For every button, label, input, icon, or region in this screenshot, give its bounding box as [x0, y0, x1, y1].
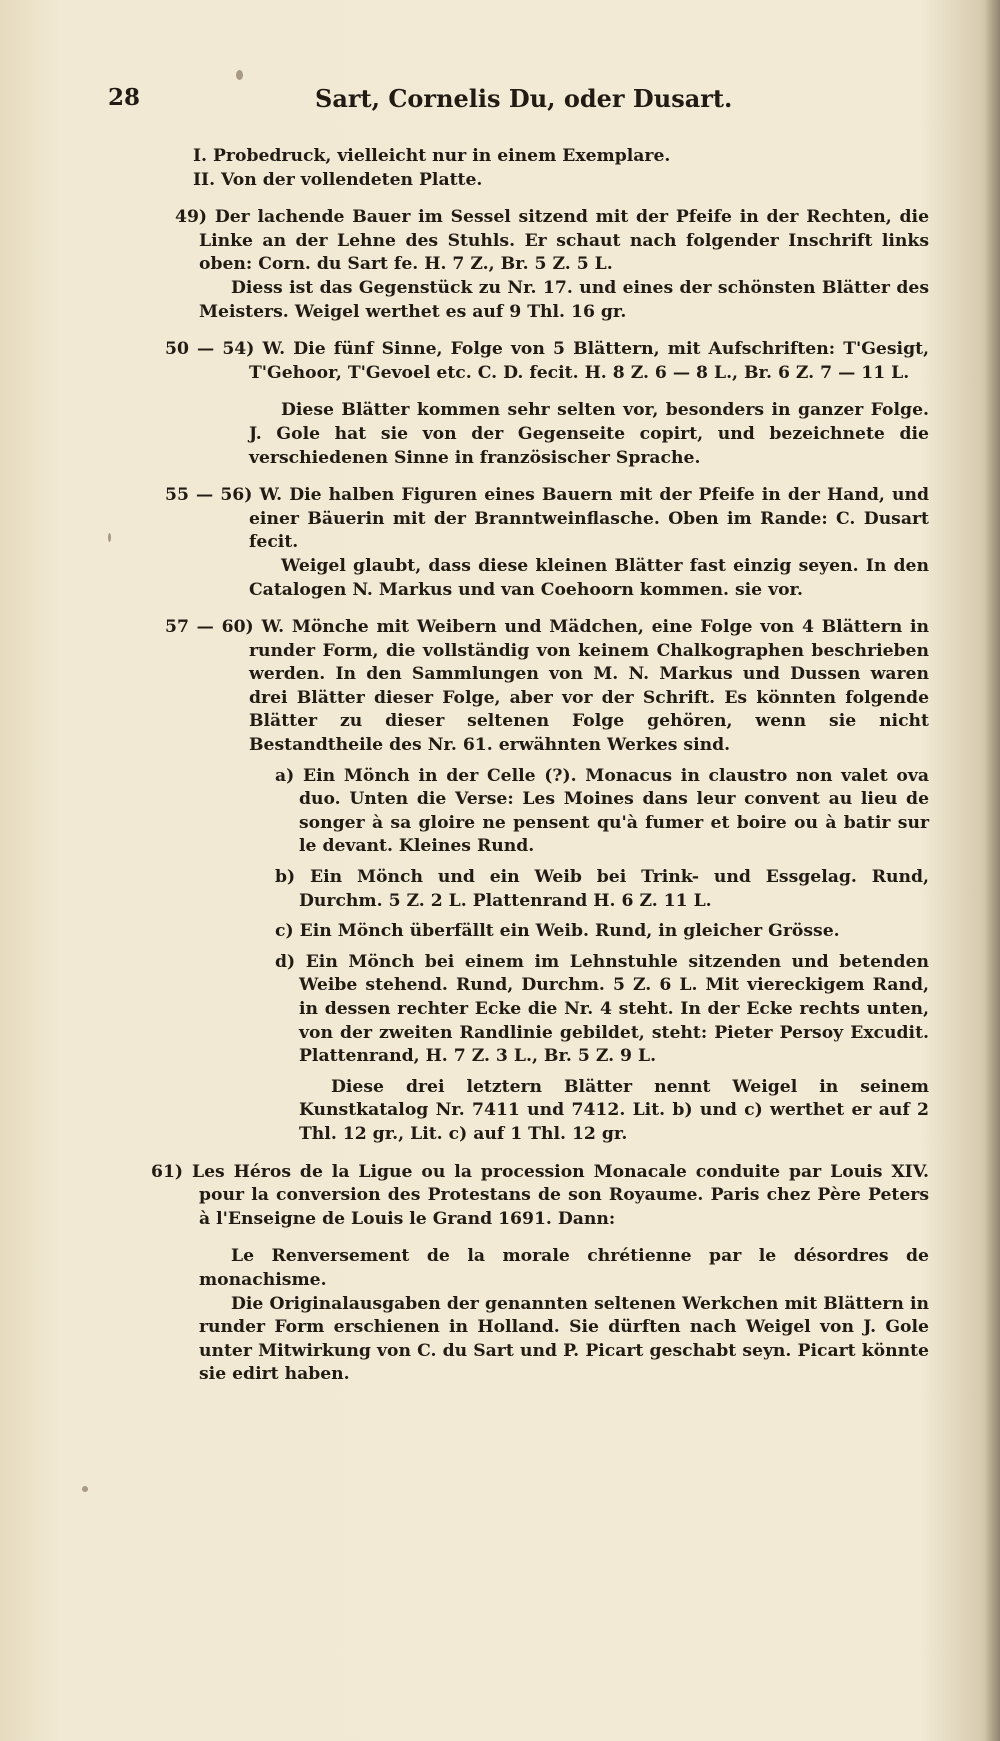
- entry-50-number: 50 — 54): [165, 339, 255, 360]
- entry-55-note: Weigel glaubt, dass diese kleinen Blätter fast einzig seyen. In den Catalogen N. Markus und van Coehoorn kommen. sie vor.: [249, 555, 929, 600]
- entry-49-number: 49): [175, 207, 208, 228]
- page-body: [151, 145, 930, 1387]
- sub-entry-c: [275, 920, 929, 944]
- entry-49-note: Diess ist das Gegenstück zu Nr. 17. und eines der schönsten Blätter des Meisters. Weigel werthet es auf 9 Thl. 16 gr.: [199, 277, 929, 322]
- entry-61-number: 61): [151, 1161, 184, 1182]
- sub-entry-a-label: a): [275, 765, 295, 786]
- entry-57-number: 57 — 60): [165, 617, 254, 638]
- sub-entry-d-text: Ein Mönch bei einem im Lehnstuhle sitzenden und betenden Weibe stehend. Rund, Durchm. 5 Z. 6 L. Mit viereckigem Rand, in dessen rechter Ecke die Nr. 4 steht. In der Ecke rechts unten, von der zweiten Randlinie gebildet, steht: Pieter Persoy Excudit. Plattenrand, H. 7 Z. 3 L., Br. 5 Z. 9 L.: [299, 951, 929, 1067]
- entry-49-text: Der lachende Bauer im Sessel sitzend mit der Pfeife in der Rechten, die Linke an der Lehne des Stuhls. Er schaut nach folgender Inschrift links oben: Corn. du Sart fe. H. 7 Z., Br. 5 Z. 5 L.: [199, 207, 930, 275]
- entry-50-note: Diese Blätter kommen sehr selten vor, besonders in ganzer Folge. J. Gole hat sie von der Gegenseite copirt, und bezeichnete die verschiedenen Sinne in französischer Sprache.: [249, 400, 929, 468]
- sub-entry-c-label: c): [275, 921, 294, 942]
- entry-49: [175, 206, 929, 277]
- entry-50: [165, 338, 929, 385]
- entry-61-note-2: Die Originalausgaben der genannten seltenen Werkchen mit Blättern in runder Form erschienen in Holland. Sie dürften nach Weigel von J. Gole unter Mitwirkung von C. du Sart und P. Picart geschabt seyn. Picart könnte sie edirt haben.: [199, 1293, 929, 1385]
- ink-speck: [108, 533, 111, 542]
- entry-57-text: W. Mönche mit Weibern und Mädchen, eine Folge von 4 Blättern in runder Form, die vollständig von keinem Chalkographen beschrieben werden. In den Sammlungen von M. N. Markus und Dussen waren drei Blätter dieser Folge, aber vor der Schrift. Es könnten folgende Blätter zu dieser seltenen Folge gehören, wenn sie nicht Bestandtheile des Nr. 61. erwähnten Werkes sind.: [249, 617, 930, 756]
- sub-entry-d-label: d): [275, 951, 296, 972]
- ink-speck: [236, 70, 243, 80]
- entry-55: [165, 484, 929, 555]
- entry-57: [165, 616, 929, 758]
- ink-speck: [82, 1486, 88, 1492]
- sub-entry-b: [275, 866, 929, 913]
- entry-61-text: Les Héros de la Ligue ou la procession Monacale conduite par Louis XIV. pour la conversion des Protestans de son Royaume. Paris chez Père Peters à l'Enseigne de Louis le Grand 1691. Dann:: [192, 1161, 930, 1229]
- entry-55-number: 55 — 56): [165, 485, 253, 506]
- sub-entry-a-text: Ein Mönch in der Celle (?). Monacus in claustro non valet ova duo. Unten die Verse: Les Moines dans leur convent au lieu de songer à sa gloire ne pensent qu'à fumer et boire ou à batir sur le devant. Kleines Rund.: [299, 765, 929, 857]
- running-title: Sart, Cornelis Du, oder Dusart.: [315, 84, 733, 113]
- entry-61-note-1: Le Renversement de la morale chrétienne par le désordres de monachisme.: [199, 1246, 929, 1290]
- entry-55-text: W. Die halben Figuren eines Bauern mit der Pfeife in der Hand, und einer Bäuerin mit der Branntweinflasche. Oben im Rande: C. Dusart fecit.: [249, 485, 929, 553]
- page-header: [0, 84, 1000, 124]
- sub-entry-a: [275, 765, 929, 859]
- entry-61: [151, 1161, 929, 1232]
- page-number: 28: [108, 84, 141, 111]
- sub-entry-c-text: Ein Mönch überfällt ein Weib. Rund, in gleicher Grösse.: [299, 921, 840, 942]
- sub-entry-d: [275, 951, 929, 1069]
- page-edge-shadow: [986, 0, 1000, 1741]
- intro-line-1: I. Probedruck, vielleicht nur in einem Exemplare.: [193, 146, 671, 166]
- sub-entry-b-label: b): [275, 867, 296, 888]
- sub-entries-note: Diese drei letztern Blätter nennt Weigel in seinem Kunstkatalog Nr. 7411 und 7412. Lit. b) und c) werthet er auf 2 Thl. 12 gr., Lit. c) auf 1 Thl. 12 gr.: [299, 1076, 929, 1144]
- entry-50-text: W. Die fünf Sinne, Folge von 5 Blättern, mit Aufschriften: T'Gesigt, T'Gehoor, T'Gevoel etc. C. D. fecit. H. 8 Z. 6 — 8 L., Br. 6 Z. 7 — 11 L.: [249, 339, 930, 383]
- sub-entry-b-text: Ein Mönch und ein Weib bei Trink- und Essgelag. Rund, Durchm. 5 Z. 2 L. Plattenrand H. 6 Z. 11 L.: [299, 867, 930, 911]
- intro-line-2: II. Von der vollendeten Platte.: [193, 169, 483, 190]
